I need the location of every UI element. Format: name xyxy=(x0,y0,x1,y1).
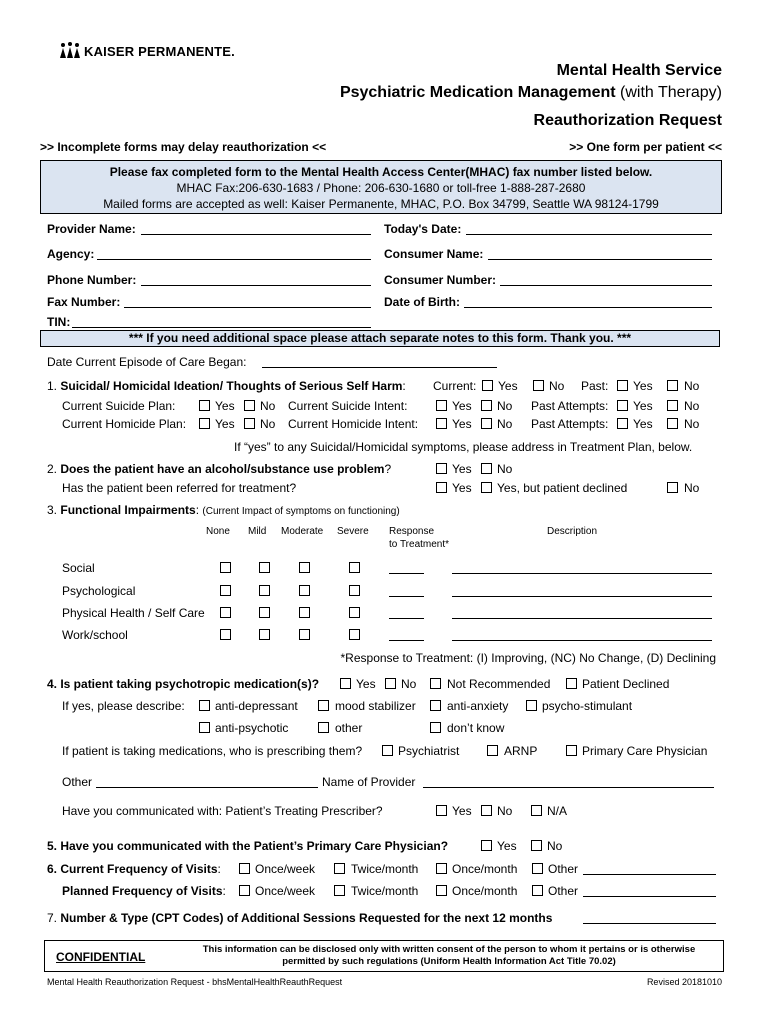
q2-referred-no-label: No xyxy=(684,481,700,495)
q7-title: 7. Number & Type (CPT Codes) of Additional Sessions Requested for the next 12 months xyxy=(47,911,553,925)
q3-psych-response-field[interactable] xyxy=(389,596,424,597)
q3-work-none-checkbox[interactable] xyxy=(220,629,231,640)
q1-homicide-plan-yes-label: Yes xyxy=(215,417,235,431)
q4-other-prescriber-field[interactable] xyxy=(96,787,318,788)
q6-planned-other-field[interactable] xyxy=(583,896,716,897)
q6-planned-once-month-label: Once/month xyxy=(452,884,518,898)
q1-past-yes-label: Yes xyxy=(633,379,653,393)
q2-referred-declined-label: Yes, but patient declined xyxy=(497,481,628,495)
q6-current-twice-month-label: Twice/month xyxy=(351,862,419,876)
q3-work-severe-checkbox[interactable] xyxy=(349,629,360,640)
q6-planned-title: Planned Frequency of Visits: xyxy=(62,884,226,898)
q4-dont-know-checkbox[interactable] xyxy=(430,722,441,733)
logo-text: KAISER PERMANENTE. xyxy=(84,44,235,59)
q3-work-moderate-checkbox[interactable] xyxy=(299,629,310,640)
q3-social-mild-checkbox[interactable] xyxy=(259,562,270,573)
fax-line-2: MHAC Fax:206-630-1683 / Phone: 206-630-1680 or toll-free 1-888-287-2680 xyxy=(176,181,586,195)
q3-row-label: Physical Health / Self Care xyxy=(62,606,205,620)
q1-homicide-intent-yes-label: Yes xyxy=(452,417,472,431)
q4-pcp-label: Primary Care Physician xyxy=(582,744,708,758)
q4-yes-checkbox[interactable] xyxy=(340,678,351,689)
confidential-line-2: permitted by such regulations (Uniform Health Information Act Title 70.02) xyxy=(282,956,616,967)
q1-suicide-plan-yes-label: Yes xyxy=(215,399,235,413)
q3-physical-description-field[interactable] xyxy=(452,618,712,619)
q6-planned-twice-month-label: Twice/month xyxy=(351,884,419,898)
q4-dont-know-label: don’t know xyxy=(447,721,505,735)
footer-right: Revised 20181010 xyxy=(646,977,722,987)
q4-patient-declined-checkbox[interactable] xyxy=(566,678,577,689)
q1-past-attempts-label: Past Attempts: xyxy=(531,399,609,413)
q6-planned-once-week-checkbox[interactable] xyxy=(239,885,250,896)
q1-past-attempts-2-yes-checkbox[interactable] xyxy=(617,418,628,429)
q6-planned-other-checkbox[interactable] xyxy=(532,885,543,896)
q1-past-attempts-yes-checkbox[interactable] xyxy=(617,400,628,411)
q4-psycho-stimulant-checkbox[interactable] xyxy=(526,700,537,711)
q4-arnp-checkbox[interactable] xyxy=(487,745,498,756)
q3-col-description: Description xyxy=(547,526,598,537)
q3-psych-none-checkbox[interactable] xyxy=(220,585,231,596)
q4-communicated-no-label: No xyxy=(497,804,513,818)
q4-communicated-no-checkbox[interactable] xyxy=(481,805,492,816)
q1-suicide-intent-no-label: No xyxy=(497,399,513,413)
q2-referred-yes-label: Yes xyxy=(452,481,472,495)
q2-referred-label: Has the patient been referred for treatment? xyxy=(62,481,297,495)
tin-field[interactable] xyxy=(72,327,371,328)
provider-name-field[interactable] xyxy=(141,234,371,235)
q6-current-once-month-checkbox[interactable] xyxy=(436,863,447,874)
q1-homicide-intent-label: Current Homicide Intent: xyxy=(288,417,419,431)
q4-not-recommended-checkbox[interactable] xyxy=(430,678,441,689)
q4-no-label: No xyxy=(401,677,417,691)
q1-current-label: Current: xyxy=(433,379,477,393)
q6-current-once-week-checkbox[interactable] xyxy=(239,863,250,874)
q6-planned-other-label: Other xyxy=(548,884,579,898)
consumer-name-label: Consumer Name: xyxy=(384,247,484,261)
q2-referred-no-checkbox[interactable] xyxy=(667,482,678,493)
q1-past-attempts-no-label: No xyxy=(684,399,700,413)
q3-col-none: None xyxy=(206,526,230,537)
q2-referred-yes-checkbox[interactable] xyxy=(436,482,447,493)
phone-number-field[interactable] xyxy=(141,285,371,286)
q3-physical-severe-checkbox[interactable] xyxy=(349,607,360,618)
q4-provider-name-label: Name of Provider xyxy=(322,775,416,789)
q1-suicide-plan-yes-checkbox[interactable] xyxy=(199,400,210,411)
q1-suicide-intent-no-checkbox[interactable] xyxy=(481,400,492,411)
q4-yes-label: Yes xyxy=(356,677,376,691)
q3-work-response-field[interactable] xyxy=(389,640,424,641)
q1-homicide-plan-no-label: No xyxy=(260,417,276,431)
q4-psychiatrist-label: Psychiatrist xyxy=(398,744,460,758)
provider-name-label: Provider Name: xyxy=(47,222,136,236)
q4-mood-stabilizer-label: mood stabilizer xyxy=(335,699,416,713)
q3-title: 3. Functional Impairments: (Current Impact of symptoms on functioning) xyxy=(47,503,400,517)
q3-col-response: Response xyxy=(389,526,435,537)
q7-sessions-field[interactable] xyxy=(583,923,716,924)
q4-psycho-stimulant-label: psycho-stimulant xyxy=(542,699,633,713)
q4-anti-depressant-label: anti-depressant xyxy=(215,699,298,713)
q1-current-no-label: No xyxy=(549,379,565,393)
q4-mood-stabilizer-checkbox[interactable] xyxy=(318,700,329,711)
q1-past-attempts-yes-label: Yes xyxy=(633,399,653,413)
q6-planned-once-month-checkbox[interactable] xyxy=(436,885,447,896)
q3-social-moderate-checkbox[interactable] xyxy=(299,562,310,573)
q1-note: If “yes” to any Suicidal/Homicidal symptoms, please address in Treatment Plan, below. xyxy=(234,440,693,454)
q4-arnp-label: ARNP xyxy=(504,744,538,758)
q6-current-title: 6. Current Frequency of Visits: xyxy=(47,862,221,876)
q4-other-checkbox[interactable] xyxy=(318,722,329,733)
date-of-birth-field[interactable] xyxy=(464,307,712,308)
episode-field[interactable] xyxy=(262,367,497,368)
q1-current-no-checkbox[interactable] xyxy=(533,380,544,391)
q1-past-attempts-2-label: Past Attempts: xyxy=(531,417,609,431)
q3-psych-description-field[interactable] xyxy=(452,596,712,597)
q3-physical-none-checkbox[interactable] xyxy=(220,607,231,618)
q6-current-other-label: Other xyxy=(548,862,579,876)
q3-row-label: Work/school xyxy=(62,628,128,642)
q3-col-severe: Severe xyxy=(337,526,369,537)
q6-planned-twice-month-checkbox[interactable] xyxy=(334,885,345,896)
q6-current-twice-month-checkbox[interactable] xyxy=(334,863,345,874)
q1-past-attempts-no-checkbox[interactable] xyxy=(667,400,678,411)
q3-col-mild: Mild xyxy=(248,526,267,537)
q6-current-other-field[interactable] xyxy=(583,874,716,875)
q3-physical-mild-checkbox[interactable] xyxy=(259,607,270,618)
q5-yes-checkbox[interactable] xyxy=(481,840,492,851)
q4-pcp-checkbox[interactable] xyxy=(566,745,577,756)
q4-patient-declined-label: Patient Declined xyxy=(582,677,670,691)
confidential-label: CONFIDENTIAL xyxy=(56,950,146,964)
fax-info-box xyxy=(40,160,722,214)
q4-not-recommended-label: Not Recommended xyxy=(447,677,551,691)
todays-date-label: Today's Date: xyxy=(384,222,462,236)
q3-psych-severe-checkbox[interactable] xyxy=(349,585,360,596)
q2-referred-declined-checkbox[interactable] xyxy=(481,482,492,493)
q4-communicated-na-checkbox[interactable] xyxy=(531,805,542,816)
tin-label: TIN: xyxy=(47,315,71,329)
q1-current-yes-label: Yes xyxy=(498,379,518,393)
q1-homicide-plan-yes-checkbox[interactable] xyxy=(199,418,210,429)
q4-provider-name-field[interactable] xyxy=(423,787,714,788)
q4-communicated-yes-label: Yes xyxy=(452,804,472,818)
q3-row-label: Psychological xyxy=(62,584,136,598)
agency-label: Agency: xyxy=(47,247,95,261)
q4-title: 4. Is patient taking psychotropic medication(s)? xyxy=(47,677,320,691)
q4-anti-psychotic-label: anti-psychotic xyxy=(215,721,289,735)
q1-suicide-intent-label: Current Suicide Intent: xyxy=(288,399,408,413)
q4-anti-anxiety-checkbox[interactable] xyxy=(430,700,441,711)
q3-physical-moderate-checkbox[interactable] xyxy=(299,607,310,618)
q5-yes-label: Yes xyxy=(497,839,517,853)
q3-col-moderate: Moderate xyxy=(281,526,324,537)
q3-psych-moderate-checkbox[interactable] xyxy=(299,585,310,596)
q6-current-once-week-label: Once/week xyxy=(255,862,316,876)
q6-current-once-month-label: Once/month xyxy=(452,862,518,876)
program-title: Psychiatric Medication Management (with Therapy) xyxy=(339,84,722,101)
warning-incomplete: >> Incomplete forms may delay reauthorization << xyxy=(40,140,327,154)
q4-communicated-yes-checkbox[interactable] xyxy=(436,805,447,816)
q3-psych-mild-checkbox[interactable] xyxy=(259,585,270,596)
confidential-line-1: This information can be disclosed only with written consent of the person to whom it pertains or is otherwise xyxy=(202,944,696,955)
q1-suicide-plan-no-checkbox[interactable] xyxy=(244,400,255,411)
q3-work-description-field[interactable] xyxy=(452,640,712,641)
consumer-number-label: Consumer Number: xyxy=(384,273,497,287)
q1-past-attempts-2-no-checkbox[interactable] xyxy=(667,418,678,429)
q1-past-yes-checkbox[interactable] xyxy=(617,380,628,391)
q1-homicide-plan-label: Current Homicide Plan: xyxy=(62,417,187,431)
q4-communicated-na-label: N/A xyxy=(547,804,568,818)
fax-number-field[interactable] xyxy=(124,307,371,308)
q1-past-attempts-2-yes-label: Yes xyxy=(633,417,653,431)
fax-number-label: Fax Number: xyxy=(47,295,121,309)
q5-no-label: No xyxy=(547,839,563,853)
request-title: Reauthorization Request xyxy=(533,112,722,129)
fax-line-1: Please fax completed form to the Mental Health Access Center(MHAC) fax number listed below. xyxy=(109,165,653,179)
q5-title: 5. Have you communicated with the Patient’s Primary Care Physician? xyxy=(47,839,449,853)
agency-field[interactable] xyxy=(97,259,371,260)
q1-past-attempts-2-no-label: No xyxy=(684,417,700,431)
q3-col-response-2: to Treatment* xyxy=(389,539,450,550)
q1-homicide-intent-yes-checkbox[interactable] xyxy=(436,418,447,429)
footer-left: Mental Health Reauthorization Request - bhsMentalHealthReauthRequest xyxy=(47,977,343,987)
phone-number-label: Phone Number: xyxy=(47,273,137,287)
todays-date-field[interactable] xyxy=(466,234,712,235)
q1-suicide-intent-yes-checkbox[interactable] xyxy=(436,400,447,411)
q1-homicide-plan-no-checkbox[interactable] xyxy=(244,418,255,429)
q3-physical-response-field[interactable] xyxy=(389,618,424,619)
q4-anti-psychotic-checkbox[interactable] xyxy=(199,722,210,733)
q1-homicide-intent-no-checkbox[interactable] xyxy=(481,418,492,429)
q3-social-none-checkbox[interactable] xyxy=(220,562,231,573)
episode-label: Date Current Episode of Care Began: xyxy=(47,355,247,369)
q1-past-no-checkbox[interactable] xyxy=(667,380,678,391)
consumer-number-field[interactable] xyxy=(500,285,712,286)
q3-row-label: Social xyxy=(62,561,95,575)
q6-current-other-checkbox[interactable] xyxy=(532,863,543,874)
q4-anti-anxiety-label: anti-anxiety xyxy=(447,699,509,713)
fax-line-3: Mailed forms are accepted as well: Kaiser Permanente, MHAC, P.O. Box 34799, Seattle WA 98124-1799 xyxy=(103,197,659,211)
date-of-birth-label: Date of Birth: xyxy=(384,295,460,309)
q5-no-checkbox[interactable] xyxy=(531,840,542,851)
q2-yes-label: Yes xyxy=(452,462,472,476)
q2-title: 2. Does the patient have an alcohol/substance use problem? xyxy=(47,462,392,476)
q3-social-response-field[interactable] xyxy=(389,573,424,574)
q6-planned-once-week-label: Once/week xyxy=(255,884,316,898)
q1-past-no-label: No xyxy=(684,379,700,393)
consumer-name-field[interactable] xyxy=(488,259,712,260)
notice-bar: *** If you need additional space please attach separate notes to this form. Thank you. *** xyxy=(40,330,720,347)
q4-no-checkbox[interactable] xyxy=(385,678,396,689)
q1-current-yes-checkbox[interactable] xyxy=(482,380,493,391)
q3-footnote: *Response to Treatment: (I) Improving, (NC) No Change, (D) Declining xyxy=(340,651,716,665)
kaiser-logo-icon xyxy=(58,42,82,58)
q2-no-label: No xyxy=(497,462,513,476)
q4-prescriber-label: If patient is taking medications, who is prescribing them? xyxy=(62,744,363,758)
q3-social-severe-checkbox[interactable] xyxy=(349,562,360,573)
q4-describe-label: If yes, please describe: xyxy=(62,699,185,713)
q1-suicide-intent-yes-label: Yes xyxy=(452,399,472,413)
q1-suicide-plan-label: Current Suicide Plan: xyxy=(62,399,176,413)
q4-other-label: other xyxy=(335,721,363,735)
q1-past-label: Past: xyxy=(581,379,609,393)
q1-homicide-intent-no-label: No xyxy=(497,417,513,431)
q1-suicide-plan-no-label: No xyxy=(260,399,276,413)
warning-one-form: >> One form per patient << xyxy=(569,140,722,154)
q2-yes-checkbox[interactable] xyxy=(436,463,447,474)
q4-anti-depressant-checkbox[interactable] xyxy=(199,700,210,711)
q3-social-description-field[interactable] xyxy=(452,573,712,574)
q2-no-checkbox[interactable] xyxy=(481,463,492,474)
q3-work-mild-checkbox[interactable] xyxy=(259,629,270,640)
service-title: Mental Health Service xyxy=(556,62,722,79)
q4-communicated-label: Have you communicated with: Patient’s Treating Prescriber? xyxy=(62,804,383,818)
q1-title: 1. Suicidal/ Homicidal Ideation/ Thoughts of Serious Self Harm: xyxy=(47,379,406,393)
q4-other-prescriber-label: Other xyxy=(62,775,93,789)
confidential-box xyxy=(44,940,724,972)
q4-psychiatrist-checkbox[interactable] xyxy=(382,745,393,756)
